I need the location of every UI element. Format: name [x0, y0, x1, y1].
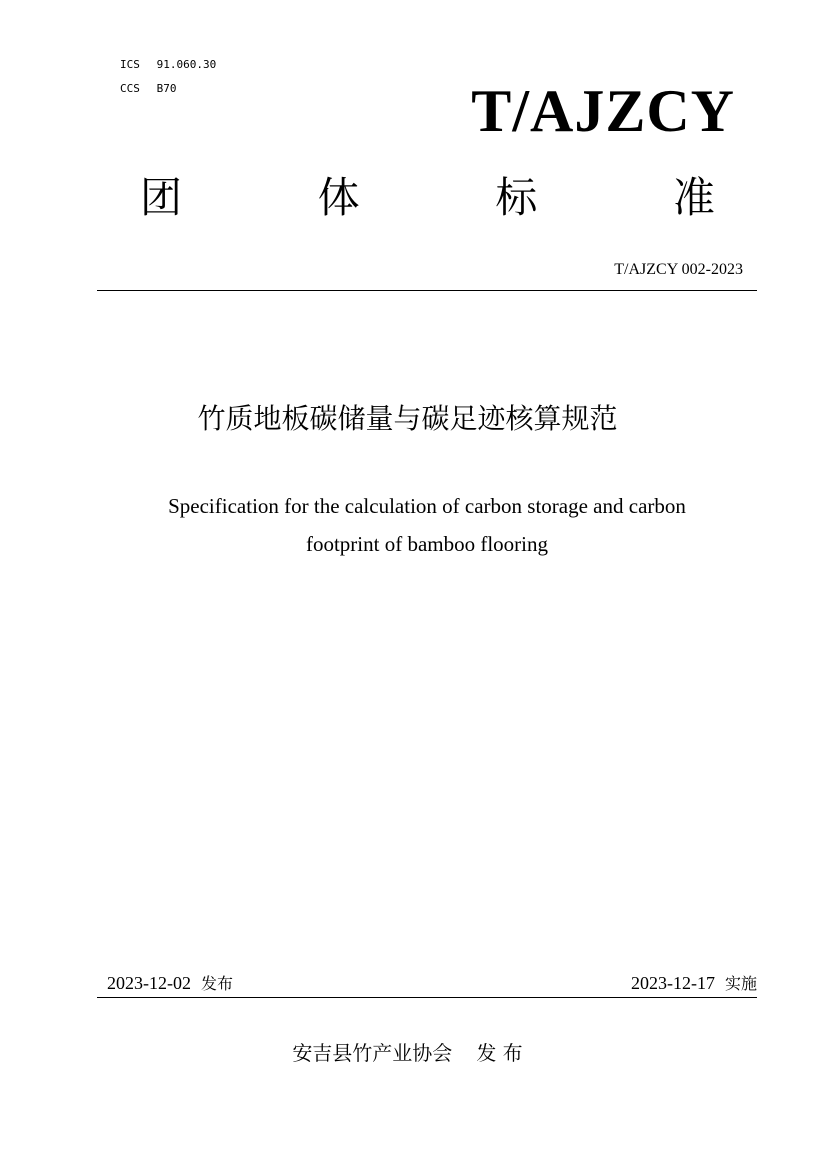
ccs-label: CCS: [120, 82, 140, 95]
title-english-line-2: footprint of bamboo flooring: [305, 532, 549, 556]
implement-date-group: [631, 970, 757, 997]
title-chinese: 竹质地板碳储量与碳足迹核算规范: [197, 402, 618, 435]
issue-date-group: [107, 970, 233, 997]
standard-code: T/AJZCY: [471, 78, 735, 144]
date-row: [107, 970, 757, 997]
ccs-line: [120, 77, 216, 101]
implement-date: 2023-12-17: [630, 973, 715, 993]
issue-date: 2023-12-02: [107, 973, 191, 993]
publisher-name: 安吉县竹产业协会: [292, 1041, 453, 1065]
bottom-divider: [97, 997, 757, 998]
standard-type-char: 体: [317, 173, 360, 222]
issue-label: 发布: [201, 974, 234, 993]
classification-codes: [120, 53, 216, 101]
ics-label: ICS: [120, 58, 140, 71]
implement-label: 实施: [724, 974, 757, 993]
publisher: [0, 1037, 815, 1069]
standard-type-char: 标: [495, 173, 538, 222]
ics-line: [120, 53, 216, 77]
standard-type-char: 准: [672, 173, 715, 222]
title-english-line-1: Specification for the calculation of carbon storage and carbon: [168, 494, 686, 518]
standard-type: [140, 168, 715, 228]
ccs-value: B70: [156, 82, 177, 95]
standard-number: T/AJZCY 002-2023: [614, 261, 743, 278]
top-divider: [97, 290, 757, 291]
publisher-action: 发 布: [476, 1041, 523, 1065]
standard-type-char: 团: [140, 173, 183, 222]
ics-value: 91.060.30: [156, 58, 217, 71]
title-english: [97, 487, 757, 563]
